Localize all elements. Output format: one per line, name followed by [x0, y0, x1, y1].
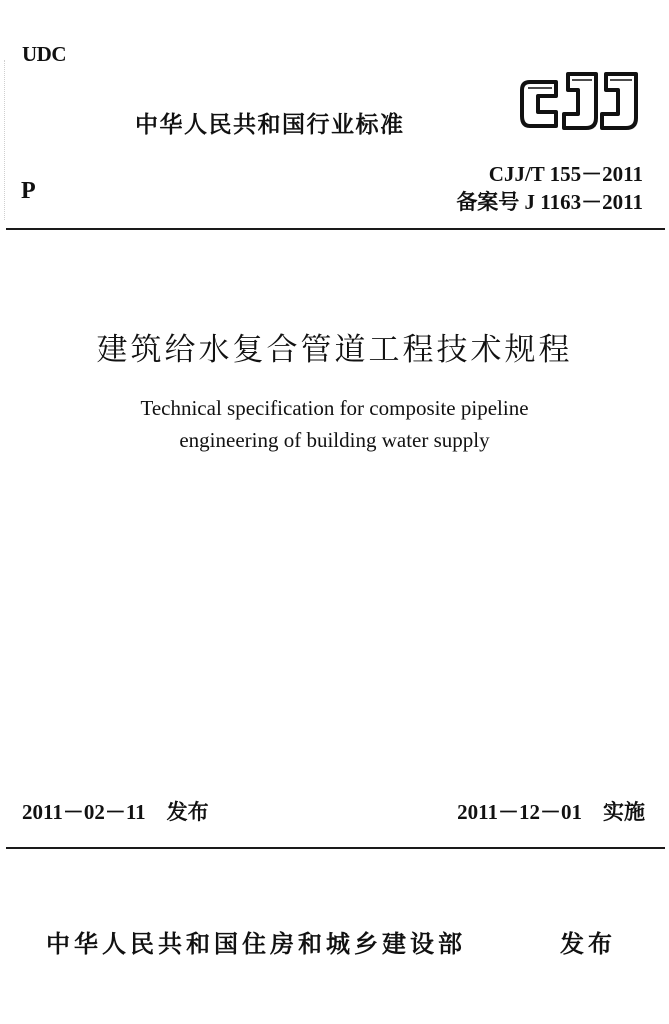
- classification-code: P: [21, 178, 36, 204]
- footer-divider: [6, 847, 665, 849]
- scan-margin-dots: [4, 60, 7, 220]
- title-english-line-2: engineering of building water supply: [179, 428, 490, 452]
- publisher-name: 中华人民共和国住房和城乡建设部: [46, 930, 466, 958]
- standard-number-block: [456, 160, 643, 216]
- effective-date: 2011－12－01 实施: [457, 800, 645, 824]
- issue-date: 2011－02－11 发布: [22, 800, 209, 824]
- udc-label: UDC: [22, 42, 66, 66]
- title-english-line-1: Technical specification for composite pipeline: [140, 396, 529, 420]
- header-divider: [6, 228, 665, 230]
- title-english: [0, 392, 669, 456]
- cjj-logo: [516, 70, 644, 134]
- industry-standard-label: 中华人民共和国行业标准: [135, 112, 405, 138]
- record-number: 备案号 J 1163－2011: [456, 190, 643, 214]
- title-chinese: 建筑给水复合管道工程技术规程: [96, 332, 573, 368]
- publisher-action: 发布: [560, 930, 616, 958]
- standard-number: CJJ/T 155－2011: [488, 162, 643, 186]
